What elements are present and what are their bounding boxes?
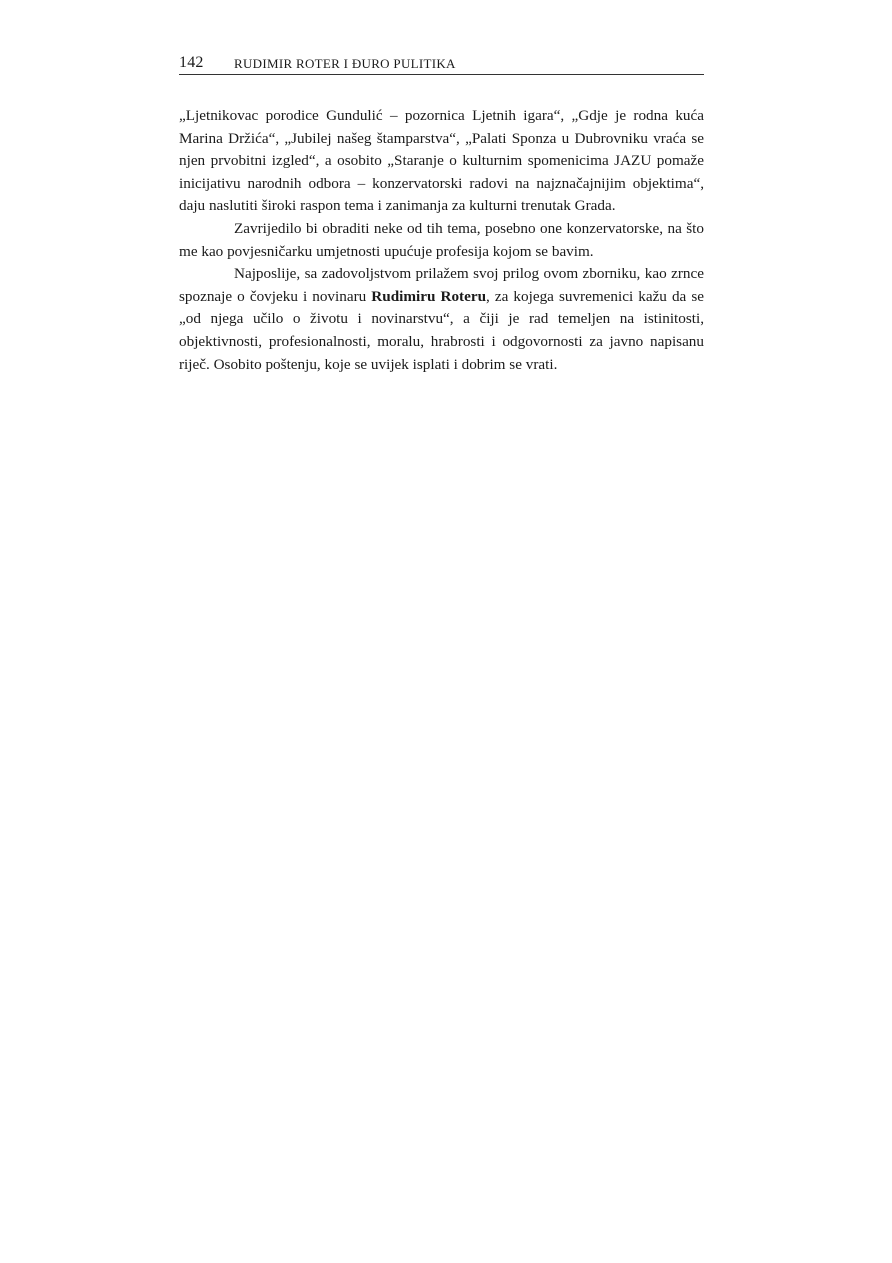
body-text bbox=[179, 105, 704, 376]
page-number: 142 bbox=[179, 54, 204, 71]
paragraph-2: Zavrijedilo bi obraditi neke od tih tema, posebno one konzervatorske, na što me kao povjesničarku umjetnosti upućuje profesija kojom se bavim. bbox=[179, 219, 704, 260]
paragraph-1: „Ljetnikovac porodice Gundulić – pozornica Ljetnih igara“, „Gdje je rodna kuća Marina Držića“, „Jubilej našeg štamparstva“, „Palati Sponza u Dubrovniku vraća se njen prvobitni izgled“, a osobito „Staranje o kulturnim spomenicima JAZU pomaže inicijativu narodnih odbora – konzervatorski radovi na najznačajnijim objektima“, daju naslutiti široki raspon tema i zanimanja za kulturni trenutak Grada. bbox=[179, 107, 704, 215]
paragraph-3-text-end: , za kojega suvremenici kažu da se „od njega učilo o životu i novinarstvu“, a čiji je rad temeljen na istinitosti, objektivnosti, profesionalnosti, moralu, hrabrosti i odgovornosti za javno napisanu riječ. Osobito poštenju, koje se uvijek isplati i dobrim se vrati. bbox=[179, 287, 704, 373]
page-header bbox=[179, 52, 704, 75]
paragraph-3-text-start: Najposlije, sa zadovoljstvom prilažem svoj prilog ovom zborniku, kao zrnce spoznaje o čovjeku i novinaru bbox=[179, 265, 704, 305]
paragraph-3 bbox=[179, 263, 704, 376]
person-name-bold: Rudimiru Roteru bbox=[371, 287, 487, 305]
running-title: RUDIMIR ROTER I ĐURO PULITIKA bbox=[234, 56, 456, 71]
